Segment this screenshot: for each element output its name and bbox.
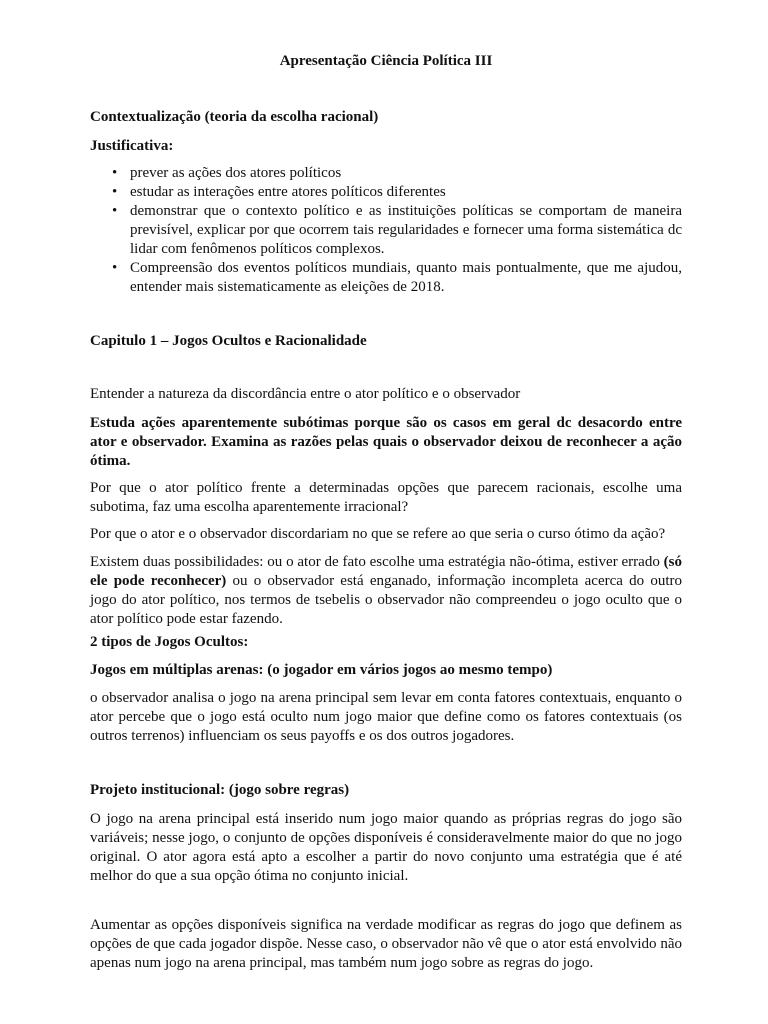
list-item-text: demonstrar que o contexto político e as instituições políticas se comportam de maneira previsível, explicar por que ocorrem tais regularidades e fornecer uma forma sistemática dc lidar com fenômenos políticos complexos.	[130, 203, 682, 257]
institutional-heading: Projeto institucional: (jogo sobre regras)	[90, 782, 350, 798]
context-heading: Contextualização (teoria da escolha racional)	[90, 109, 379, 125]
paragraph-two-possibilities	[90, 553, 682, 629]
page-title: Apresentação Ciência Política III	[279, 53, 493, 69]
paragraph-multi-arena: o observador analisa o jogo na arena principal sem levar em conta fatores contextuais, enquanto o ator percebe que o jogo está oculto num jogo maior que define como os fatores contextuais (os outros terrenos) influenciam os seus payoffs e os dos outros jogadores.	[90, 690, 682, 744]
paragraph-text: ou o observador está enganado, informação incompleta acerca do outro jogo do ator político, nos termos de tsebelis o observador não compreendeu o jogo oculto que o ator político pode estar fazendo.	[90, 573, 683, 627]
emphasis-text: (só ele pode reconhecer)	[90, 554, 682, 589]
paragraph-why-actor: Por que o ator político frente a determinadas opções que parecem racionais, escolhe uma subotima, faz uma escolha aparentemente irracional?	[90, 480, 682, 515]
multi-arena-heading: Jogos em múltiplas arenas: (o jogador em vários jogos ao mesmo tempo)	[90, 662, 553, 678]
list-item	[90, 164, 682, 183]
chapter-heading: Capitulo 1 – Jogos Ocultos e Racionalidade	[90, 333, 367, 349]
paragraph-institutional: O jogo na arena principal está inserido num jogo maior quando as próprias regras do jogo são variáveis; nesse jogo, o conjunto de opções disponíveis é consideravelmente maior do que no jogo original. O ator agora está apto a escolher a partir do novo conjunto uma estratégia que é até melhor do que a sua opção ótima no conjunto inicial.	[90, 811, 682, 884]
paragraph-increase-options: Aumentar as opções disponíveis significa na verdade modificar as regras do jogo que definem as opções de que cada jogador dispõe. Nesse caso, o observador não vê que o ator está envolvido não apenas num jogo na arena principal, mas também num jogo sobre as regras do jogo.	[90, 917, 682, 971]
justification-list	[90, 164, 682, 297]
list-item-text: Compreensão dos eventos políticos mundiais, quanto mais pontualmente, que me ajudou, entender mais sistematicamente as eleições de 2018.	[130, 260, 682, 295]
bullet-icon: •	[112, 184, 118, 200]
list-item-text: estudar as interações entre atores políticos diferentes	[130, 184, 446, 200]
bullet-icon: •	[112, 203, 118, 219]
bullet-icon: •	[112, 165, 118, 181]
justification-heading: Justificativa:	[90, 138, 174, 154]
paragraph-understand: Entender a natureza da discordância entre o ator político e o observador	[90, 386, 521, 402]
paragraph-text: Existem duas possibilidades: ou o ator de fato escolhe uma estratégia não-ótima, estiver errado	[90, 554, 664, 570]
paragraph-studies: Estuda ações aparentemente subótimas porque são os casos em geral dc desacordo entre ator e observador. Examina as razões pelas quais o observador deixou de reconhecer a ação ótima.	[90, 415, 682, 469]
document-page	[90, 0, 682, 1024]
types-heading: 2 tipos de Jogos Ocultos:	[90, 634, 249, 650]
bullet-icon: •	[112, 260, 118, 276]
list-item	[90, 202, 682, 259]
list-item	[90, 183, 682, 202]
paragraph-why-disagree: Por que o ator e o observador discordariam no que se refere ao que seria o curso ótimo da ação?	[90, 526, 666, 542]
list-item	[90, 259, 682, 297]
list-item-text: prever as ações dos atores políticos	[130, 165, 342, 181]
